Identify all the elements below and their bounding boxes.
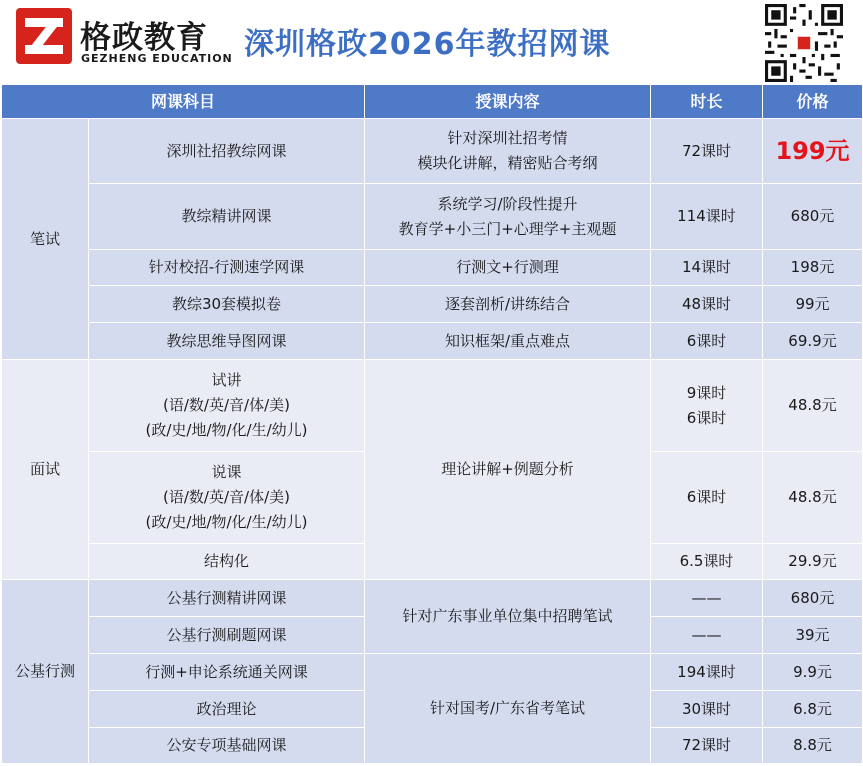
- course-duration: 6课时: [651, 452, 763, 544]
- course-duration: 194课时: [651, 654, 763, 691]
- course-price: 29.9元: [763, 544, 863, 580]
- section-label-public: 公基行测: [2, 580, 89, 764]
- course-subject: 公基行测刷题网课: [89, 617, 365, 654]
- course-duration: ——: [651, 617, 763, 654]
- course-content: [365, 184, 651, 250]
- table-row: [2, 360, 863, 452]
- course-content: 逐套剖析/讲练结合: [365, 286, 651, 323]
- course-duration: 48课时: [651, 286, 763, 323]
- course-duration: 6课时: [651, 323, 763, 360]
- course-subject: 深圳社招教综网课: [89, 119, 365, 184]
- brand-name: 格政教育: [80, 20, 208, 56]
- course-duration: 6.5课时: [651, 544, 763, 580]
- course-subject: 教综精讲网课: [89, 184, 365, 250]
- course-price: 199元: [763, 119, 863, 184]
- course-price: 680元: [763, 580, 863, 617]
- course-duration: 72课时: [651, 728, 763, 764]
- table-row: [2, 119, 863, 184]
- course-subject: 结构化: [89, 544, 365, 580]
- course-price-table: [1, 84, 863, 764]
- course-duration: [651, 360, 763, 452]
- course-price: 6.8元: [763, 691, 863, 728]
- course-subject: 公基行测精讲网课: [89, 580, 365, 617]
- course-subject: [89, 360, 365, 452]
- table-header-row: [2, 85, 863, 119]
- brand-name-english: GEZHENG EDUCATION: [81, 52, 233, 65]
- course-content: 知识框架/重点难点: [365, 323, 651, 360]
- course-price: 680元: [763, 184, 863, 250]
- qr-code-icon: [765, 4, 843, 82]
- column-header-content: 授课内容: [365, 85, 651, 119]
- course-duration: 114课时: [651, 184, 763, 250]
- course-content: [365, 119, 651, 184]
- table-row: [2, 580, 863, 617]
- course-subject: [89, 452, 365, 544]
- course-price: 8.8元: [763, 728, 863, 764]
- course-subject: 教综30套模拟卷: [89, 286, 365, 323]
- course-price: 9.9元: [763, 654, 863, 691]
- column-header-duration: 时长: [651, 85, 763, 119]
- page-header: [0, 0, 863, 86]
- content-lines: 针对深圳社招考情 模块化讲解，精密贴合考纲: [417, 129, 598, 172]
- subject-lines: 试讲 (语/数/英/音/体/美) (政/史/地/物/化/生/幼儿): [145, 371, 308, 439]
- course-price: 48.8元: [763, 360, 863, 452]
- course-subject: 教综思维导图网课: [89, 323, 365, 360]
- table-row: [2, 654, 863, 691]
- course-content: 针对国考/广东省考笔试: [365, 654, 651, 764]
- page-title: 深圳格政2026年教招网课: [244, 27, 611, 62]
- section-label-written: 笔试: [2, 119, 89, 360]
- section-label-interview: 面试: [2, 360, 89, 580]
- course-duration: ——: [651, 580, 763, 617]
- course-price: 48.8元: [763, 452, 863, 544]
- course-price: 99元: [763, 286, 863, 323]
- column-header-price: 价格: [763, 85, 863, 119]
- course-subject: 政治理论: [89, 691, 365, 728]
- course-subject: 行测+申论系统通关网课: [89, 654, 365, 691]
- course-content: 针对广东事业单位集中招聘笔试: [365, 580, 651, 654]
- course-duration: 30课时: [651, 691, 763, 728]
- table-row: [2, 286, 863, 323]
- course-price: 39元: [763, 617, 863, 654]
- table-row: [2, 184, 863, 250]
- course-duration: 14课时: [651, 250, 763, 286]
- course-content: 行测文+行测理: [365, 250, 651, 286]
- course-subject: 针对校招-行测速学网课: [89, 250, 365, 286]
- subject-lines: 说课 (语/数/英/音/体/美) (政/史/地/物/化/生/幼儿): [145, 463, 308, 531]
- column-header-subject: 网课科目: [2, 85, 365, 119]
- course-content: 理论讲解+例题分析: [365, 360, 651, 580]
- course-price: 69.9元: [763, 323, 863, 360]
- course-subject: 公安专项基础网课: [89, 728, 365, 764]
- content-lines: 系统学习/阶段性提升 教育学+小三门+心理学+主观题: [398, 194, 617, 238]
- table-row: [2, 323, 863, 360]
- course-price: 198元: [763, 250, 863, 286]
- duration-lines: 9课时 6课时: [686, 383, 727, 427]
- course-duration: 72课时: [651, 119, 763, 184]
- table-row: [2, 250, 863, 286]
- gezheng-logo-icon: [16, 8, 72, 64]
